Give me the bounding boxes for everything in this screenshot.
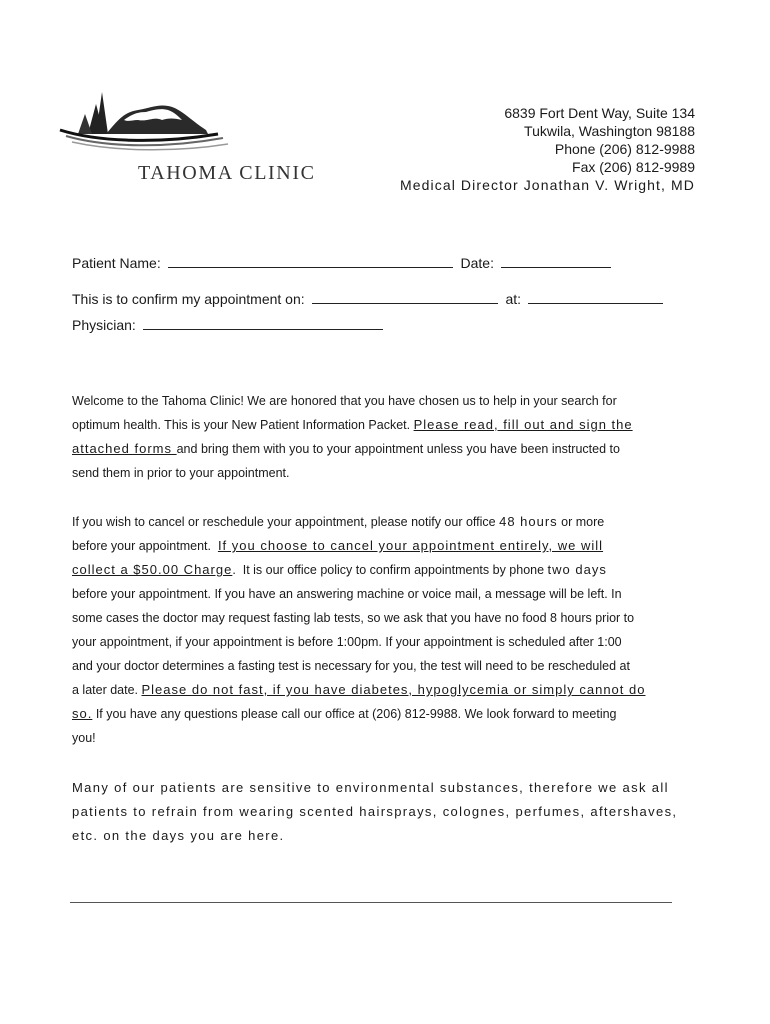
text-line: and your doctor determines a fasting test is necessary for you, the test will need to be rescheduled at bbox=[72, 659, 630, 673]
cancellation-paragraph bbox=[72, 510, 672, 750]
fax-number: Fax (206) 812-9989 bbox=[572, 159, 695, 175]
physician-field[interactable] bbox=[143, 315, 383, 330]
confirm-label: This is to confirm my appointment on: bbox=[72, 291, 305, 307]
text-line: patients to refrain from wearing scented hairsprays, colognes, perfumes, aftershaves, bbox=[72, 804, 678, 819]
date-field[interactable] bbox=[501, 253, 611, 268]
text-line bbox=[72, 413, 672, 437]
emphasis-text: Please read, fill out and sign the bbox=[413, 417, 633, 432]
text-line: Many of our patients are sensitive to environmental substances, therefore we ask all bbox=[72, 780, 669, 795]
text-line: before your appointment. If you have an answering machine or voice mail, a message will be left. In bbox=[72, 587, 622, 601]
mountain-logo-icon bbox=[58, 90, 320, 160]
emphasis-text: so. bbox=[72, 706, 93, 721]
city-state-zip: Tukwila, Washington 98188 bbox=[524, 123, 695, 139]
text-line bbox=[72, 558, 672, 582]
at-label: at: bbox=[505, 291, 522, 307]
text-span: before your appointment. bbox=[72, 539, 218, 553]
appointment-row bbox=[72, 289, 663, 307]
text-span: and bring them with you to your appointment unless you have been instructed to bbox=[176, 442, 620, 456]
text-line: Welcome to the Tahoma Clinic! We are honored that you have chosen us to help in your search for bbox=[72, 394, 617, 408]
patient-name-label: Patient Name: bbox=[72, 255, 161, 271]
divider bbox=[70, 902, 672, 903]
text-span: optimum health. This is your New Patient Information Packet. bbox=[72, 418, 414, 432]
appointment-date-field[interactable] bbox=[312, 289, 498, 304]
clinic-address-block bbox=[400, 104, 695, 194]
clinic-name: TAHOMA CLINIC bbox=[138, 162, 316, 184]
emphasis-text: collect a $50.00 Charge bbox=[72, 562, 233, 577]
street-address: 6839 Fort Dent Way, Suite 134 bbox=[504, 105, 695, 121]
text-span: . It is our office policy to confirm appointments by phone bbox=[232, 563, 548, 577]
text-line: your appointment, if your appointment is before 1:00pm. If your appointment is scheduled after 1:00 bbox=[72, 635, 622, 649]
patient-name-row bbox=[72, 253, 611, 271]
welcome-paragraph bbox=[72, 389, 672, 485]
emphasis-text: attached forms bbox=[72, 441, 177, 456]
appointment-time-field[interactable] bbox=[528, 289, 663, 304]
text-line bbox=[72, 510, 672, 534]
text-line: send them in prior to your appointment. bbox=[72, 466, 290, 480]
emphasis-text: Please do not fast, if you have diabetes, hypoglycemia or simply cannot do bbox=[141, 682, 646, 697]
medical-director: Medical Director Jonathan V. Wright, MD bbox=[399, 177, 695, 193]
text-line bbox=[72, 678, 672, 702]
fragrance-notice bbox=[72, 776, 682, 848]
text-line bbox=[72, 534, 672, 558]
date-label: Date: bbox=[460, 255, 494, 271]
text-span: If you wish to cancel or reschedule your appointment, please notify our office bbox=[72, 515, 500, 529]
emphasis-text: If you choose to cancel your appointment entirely, we will bbox=[217, 538, 604, 553]
physician-row bbox=[72, 315, 383, 333]
clinic-logo bbox=[58, 90, 320, 185]
text-line: some cases the doctor may request fasting lab tests, so we ask that you have no food 8 hours prior to bbox=[72, 611, 635, 625]
text-line bbox=[72, 437, 672, 461]
text-line: etc. on the days you are here. bbox=[72, 828, 285, 843]
text-span: or more bbox=[557, 515, 605, 529]
patient-name-field[interactable] bbox=[168, 253, 453, 268]
text-line bbox=[72, 702, 672, 726]
text-span: a later date. bbox=[72, 683, 142, 697]
emphasis-text: two days bbox=[547, 562, 607, 577]
text-span: If you have any questions please call our office at (206) 812-9988. We look forward to meeting bbox=[92, 707, 617, 721]
text-line: you! bbox=[72, 731, 96, 745]
emphasis-text: 48 hours bbox=[499, 514, 558, 529]
phone-number: Phone (206) 812-9988 bbox=[554, 141, 695, 157]
physician-label: Physician: bbox=[72, 317, 136, 333]
